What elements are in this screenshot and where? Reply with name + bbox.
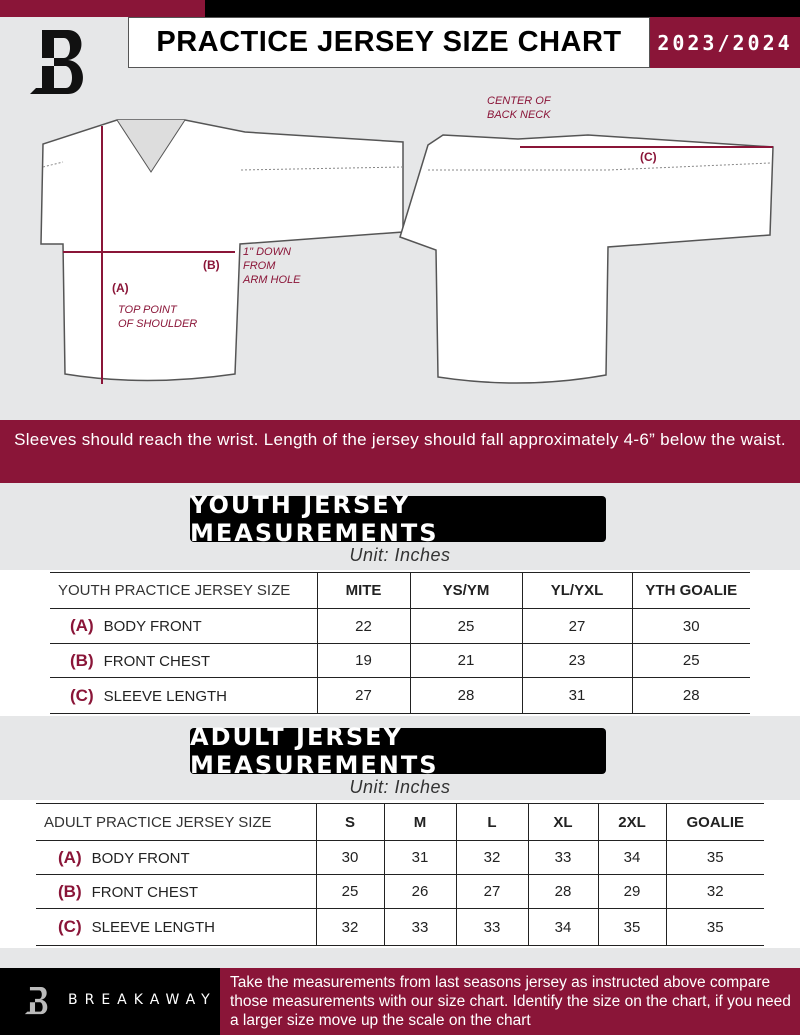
label-a: (A) [112,281,129,295]
top-accent-bar [0,0,205,17]
cell: 35 [666,909,764,946]
footer-brand-name: BREAKAWAY [68,992,217,1008]
row-label: FRONT CHEST [91,883,199,901]
row-marker: (B) [70,650,94,670]
cell: 33 [456,909,528,946]
youth-unit: Unit: Inches [349,545,451,565]
note-arm-hole: 1" DOWN FROM ARM HOLE [243,246,301,286]
header-cell: YTH GOALIE [632,573,750,609]
header-cell: YL/YXL [522,573,632,609]
header-cell: GOALIE [666,804,764,841]
table-row [50,644,750,678]
page-title: PRACTICE JERSEY SIZE CHART [128,17,650,68]
cell: 25 [632,644,750,678]
table-row [36,909,764,946]
cell: 21 [410,644,522,678]
header-cell: XL [528,804,598,841]
header-cell: YOUTH PRACTICE JERSEY SIZE [50,573,317,609]
table-row [50,678,750,714]
table-header-row [36,804,764,841]
cell: 30 [632,609,750,644]
cell: 25 [410,609,522,644]
cell: 19 [317,644,410,678]
cell: 32 [316,909,384,946]
cell: 35 [666,841,764,875]
row-marker: (C) [70,685,94,705]
adult-size-table [36,803,764,946]
table-row [36,841,764,875]
row-marker: (A) [58,847,82,867]
row-label: BODY FRONT [91,849,190,867]
label-b: (B) [203,258,220,272]
row-label: BODY FRONT [103,618,202,635]
footer-brand-panel [0,968,220,1035]
header-cell: 2XL [598,804,666,841]
cell: 30 [316,841,384,875]
table-header-row [50,573,750,609]
cell: 22 [317,609,410,644]
cell: 34 [528,909,598,946]
table-row [36,875,764,909]
row-marker: (A) [70,616,94,635]
header-cell: M [384,804,456,841]
row-label: FRONT CHEST [103,652,211,670]
header-cell: ADULT PRACTICE JERSEY SIZE [36,804,316,841]
cell: 35 [598,909,666,946]
header-cell: L [456,804,528,841]
row-label: SLEEVE LENGTH [103,687,227,705]
cell: 26 [384,875,456,909]
cell: 33 [384,909,456,946]
cell: 27 [317,678,410,714]
note-center-back-neck: CENTER OF BACK NECK [487,95,551,121]
header-cell: S [316,804,384,841]
fit-instruction: Sleeves should reach the wrist. Length of the jersey should fall approximately 4-6” below the waist. [0,420,800,483]
adult-unit: Unit: Inches [349,777,451,797]
youth-size-table [50,572,750,714]
header-cell: YS/YM [410,573,522,609]
cell: 28 [632,678,750,714]
cell: 27 [522,609,632,644]
row-label: SLEEVE LENGTH [91,919,215,936]
cell: 32 [456,841,528,875]
season-badge: 2023/2024 [650,17,800,68]
footer-instructions: Take the measurements from last seasons jersey as instructed above compare those measurements with our size chart. Identify the size on the chart, if you need a larger size move up the scale on the chart [220,968,800,1035]
back-jersey-diagram [398,125,778,390]
adult-section-title: ADULT JERSEY MEASUREMENTS [190,728,606,774]
brand-logo [28,28,94,98]
youth-section-title: YOUTH JERSEY MEASUREMENTS [190,496,606,542]
cell: 25 [316,875,384,909]
footer-logo-icon [24,984,52,1018]
row-marker: (C) [58,917,82,936]
cell: 23 [522,644,632,678]
front-jersey-diagram [35,112,410,402]
cell: 28 [528,875,598,909]
header-cell: MITE [317,573,410,609]
row-marker: (B) [58,881,82,901]
cell: 27 [456,875,528,909]
cell: 31 [522,678,632,714]
cell: 29 [598,875,666,909]
cell: 33 [528,841,598,875]
cell: 32 [666,875,764,909]
cell: 31 [384,841,456,875]
top-black-bar [205,0,800,17]
label-c: (C) [640,150,657,164]
cell: 28 [410,678,522,714]
note-top-point-shoulder: TOP POINT OF SHOULDER [118,304,198,330]
cell: 34 [598,841,666,875]
table-row [50,609,750,644]
